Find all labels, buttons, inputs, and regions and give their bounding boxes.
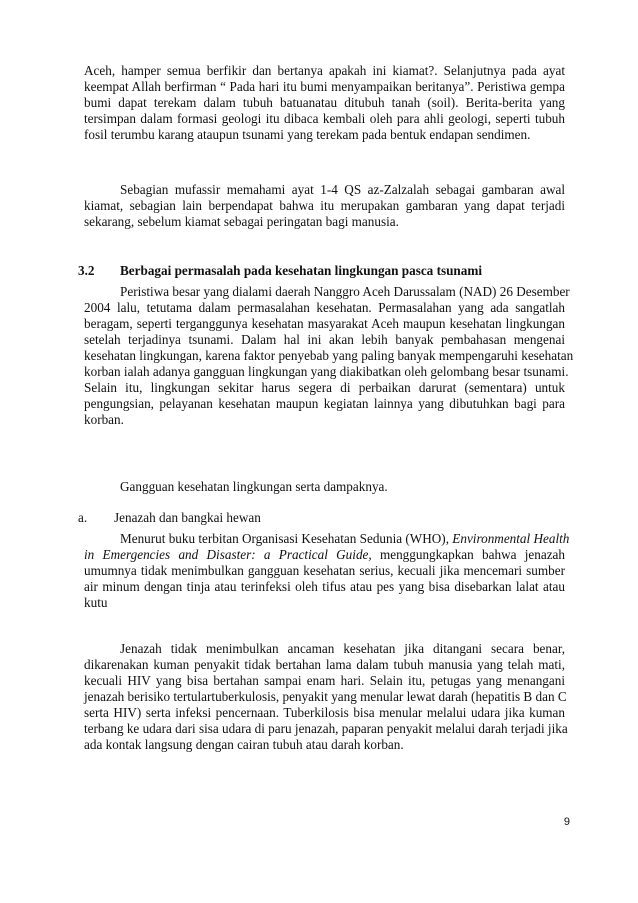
text-line: fosil terumbu karang ataupun tsunami yang terekam pada bentuk endapan sendimen. [84, 127, 531, 142]
text-line: tersimpan dalam formasi geologi itu dibaca kembali oleh para ahli geologi, seperti tubuh [84, 111, 565, 126]
text-line: Aceh, hamper semua berfikir dan bertanya apakah ini kiamat?. Selanjutnya pada ayat [84, 63, 565, 78]
paragraph-mufassir [84, 182, 565, 230]
text-segment: menggungkapkan bahwa jenazah [371, 547, 565, 562]
book-title-part: in Emergencies and Disaster: a Practical Guide, [84, 547, 372, 562]
text-line: air minum dengan tinja atau terinfeksi oleh tifus atau pes yang bisa disebarkan lalat atau [84, 579, 565, 594]
paragraph-who [84, 531, 570, 611]
section-number: 3.2 [78, 263, 95, 278]
text-line: setelah terjadinya tsunami. Dalam hal ini akan lebih banyak pembahasan mengenai [84, 332, 565, 347]
paragraph-qs-zalzalah-intro [84, 63, 565, 143]
text-line: Selain itu, lingkungan sekitar harus segera di perbaikan darurat (sementara) untuk [84, 380, 565, 395]
text-line: kecuali HIV yang bisa bertahan sampai enam hari. Selain itu, petugas yang menangani [84, 673, 565, 688]
text-line: beragam, seperti terganggunya kesehatan masyarakat Aceh maupun kesehatan lingkungan [84, 316, 565, 331]
text-line: bumi dapat terekam dalam tubuh batuanatau ditubuh tanah (soil). Berita-berita yang [84, 95, 565, 110]
paragraph-nad-tsunami [84, 284, 574, 428]
text-line: keempat Allah berfirman “ Pada hari itu bumi menyampaikan beritanya”. Peristiwa gempa [84, 79, 565, 94]
section-title: Berbagai permasalah pada kesehatan lingkungan pasca tsunami [120, 263, 482, 278]
text-line: pengungsian, pelayanan kesehatan maupun kegiatan lainnya yang dibutuhkan bagi para [84, 396, 565, 411]
subsection-letter: a. [78, 510, 88, 525]
text-line: kutu [84, 595, 108, 610]
subsection-a [78, 505, 565, 531]
text-line: Peristiwa besar yang dialami daerah Nanggro Aceh Darussalam (NAD) 26 Desember [120, 284, 570, 299]
book-title-part: Environmental Health [452, 531, 570, 546]
text-line: Gangguan kesehatan lingkungan serta dampaknya. [120, 479, 388, 494]
text-line [84, 531, 570, 547]
text-line: korban ialah adanya gangguan lingkungan yang diakibatkan oleh gelombang besar tsunami. [84, 364, 569, 379]
text-line: terbang ke udara dari sisa udara di paru jenazah, paparan penyakit melalui darah terjadi jika [84, 721, 568, 736]
text-line: ada kontak langsung dengan cairan tubuh atau darah korban. [84, 737, 404, 752]
page-number: 9 [563, 816, 570, 828]
text-line: Sebagian mufassir memahami ayat 1-4 QS az-Zalzalah sebagai gambaran awal [120, 182, 565, 197]
text-line: kiamat, sebagian lain berpendapat bahwa itu merupakan gambaran yang dapat terjadi [84, 198, 565, 213]
subsection-title: Jenazah dan bangkai hewan [114, 510, 261, 525]
text-line: kesehatan lingkungan, karena faktor penyebab yang paling banyak mempengaruhi kesehatan [84, 348, 574, 363]
text-line [84, 547, 565, 563]
text-line: jenazah berisiko tertulartuberkulosis, penyakit yang menular lewat darah (hepatitis B dan C [84, 689, 567, 704]
section-heading [78, 258, 565, 284]
text-line: sekarang, sebelum kiamat sebagai peringatan bagi manusia. [84, 214, 399, 229]
text-line: dikarenakan kuman penyakit tidak bertahan lama dalam tubuh manusia yang telah mati, [84, 657, 565, 672]
text-line: korban. [84, 412, 124, 427]
text-line: Jenazah tidak menimbulkan ancaman kesehatan jika ditangani secara benar, [120, 641, 565, 656]
paragraph-jenazah [84, 641, 568, 753]
text-line: umumnya tidak menimbulkan gangguan kesehatan serius, kecuali jika mencemari sumber [84, 563, 565, 578]
text-segment: Menurut buku terbitan Organisasi Kesehatan Sedunia (WHO), [120, 531, 453, 546]
text-line: serta HIV) serta infeksi pencernaan. Tuberkilosis bisa menular melalui udara jika kuman [84, 705, 565, 720]
paragraph-gangguan [84, 479, 565, 495]
text-line: 2004 lalu, tetutama dalam permasalahan kesehatan. Permasalahan yang ada sangatlah [84, 300, 565, 315]
